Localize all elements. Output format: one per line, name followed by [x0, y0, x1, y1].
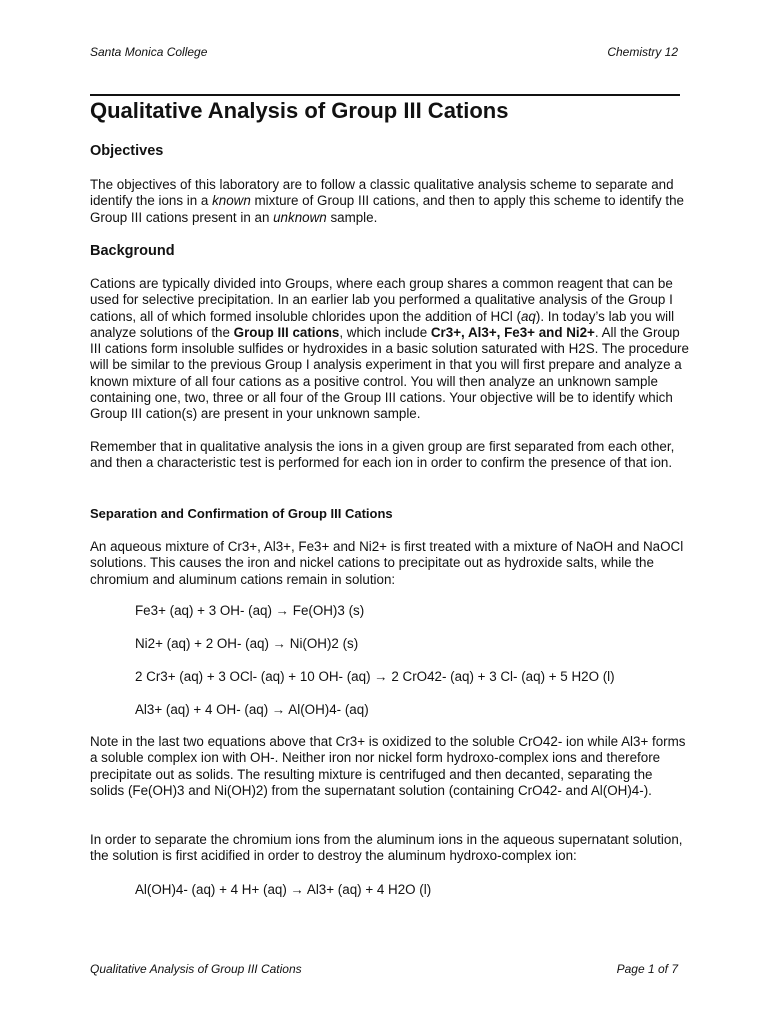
- equation-aluminum: Al3+ (aq) + 4 OH- (aq) → Al(OH)4- (aq): [135, 702, 369, 717]
- header-institution: Santa Monica College: [90, 45, 208, 59]
- header-course: Chemistry 12: [607, 45, 678, 59]
- equation-acidify: Al(OH)4- (aq) + 4 H+ (aq) → Al3+ (aq) + 4 H2O (l): [135, 882, 432, 897]
- equation-nickel: Ni2+ (aq) + 2 OH- (aq) → Ni(OH)2 (s): [135, 636, 359, 651]
- separation-heading: Separation and Confirmation of Group III Cations: [90, 506, 393, 521]
- objectives-heading: Objectives: [90, 143, 164, 159]
- group-iii-ions: Cr3+, Al3+, Fe3+ and Ni2+: [430, 324, 595, 340]
- separation-paragraph-1: An aqueous mixture of Cr3+, Al3+, Fe3+ and Ni2+ is first treated with a mixture of NaOH and NaOCl solutions. This causes the iron and nickel cations to precipitate out as hydroxide salts, while the chromium and aluminum cations remain in solution:: [90, 539, 684, 587]
- footer-title: Qualitative Analysis of Group III Cations: [90, 962, 302, 976]
- separation-paragraph-3: In order to separate the chromium ions from the aluminum ions in the aqueous supernatant solution, the solution is first acidified in order to destroy the aluminum hydroxo-complex ion:: [90, 832, 683, 864]
- background-paragraph-2: Remember that in qualitative analysis the ions in a given group are first separated from each other, and then a characteristic test is performed for each ion in order to confirm the presence of that ion.: [90, 439, 675, 471]
- page-number: Page 1 of 7: [616, 962, 678, 976]
- equation-chromium: 2 Cr3+ (aq) + 3 OCl- (aq) + 10 OH- (aq) → 2 CrO42- (aq) + 3 Cl- (aq) + 5 H2O (l): [135, 669, 615, 684]
- separation-paragraph-2: Note in the last two equations above that Cr3+ is oxidized to the soluble CrO42- ion while Al3+ forms a soluble complex ion with OH-. Neither iron nor nickel form hydroxo-complex ions and therefore precipitate out as solids. The resulting mixture is centrifuged and then decanted, separating the solids (Fe(OH)3 and Ni(OH)2) from the supernatant solution (containing CrO42- and Al(OH)4-).: [90, 734, 686, 798]
- equation-iron: Fe3+ (aq) + 3 OH- (aq) → Fe(OH)3 (s): [135, 603, 365, 618]
- title-rule: [90, 94, 680, 96]
- page-title: Qualitative Analysis of Group III Cations: [90, 98, 509, 123]
- background-heading: Background: [90, 243, 175, 259]
- background-paragraph-1: Cations are typically divided into Groups, where each group shares a common reagent that can be used for selective precipitation. In an earlier lab you performed a qualitative analysis of the Group I cations, all of which formed insoluble chlorides upon the addition of HCl (aq). In today’s lab you will analyze solutions of the Group III cations, which include Cr3+, Al3+, Fe3+ and Ni2+. All the Group III cations form insoluble sulfides or hydroxides in a basic solution saturated with H2S. The procedure will be similar to the previous Group I analysis experiment in that you will first prepare and analyze a known mixture of all four cations as a positive control. You will then analyze an unknown sample containing one, two, three or all four of the Group III cations. Your objective will be to identify which Group III cation(s) are present in your unknown sample.: [90, 276, 689, 422]
- objectives-paragraph: The objectives of this laboratory are to follow a classic qualitative analysis scheme to separate and identify the ions in a known mixture of Group III cations, and then to apply this scheme to identify the Group III cations present in an unknown sample.: [90, 177, 685, 225]
